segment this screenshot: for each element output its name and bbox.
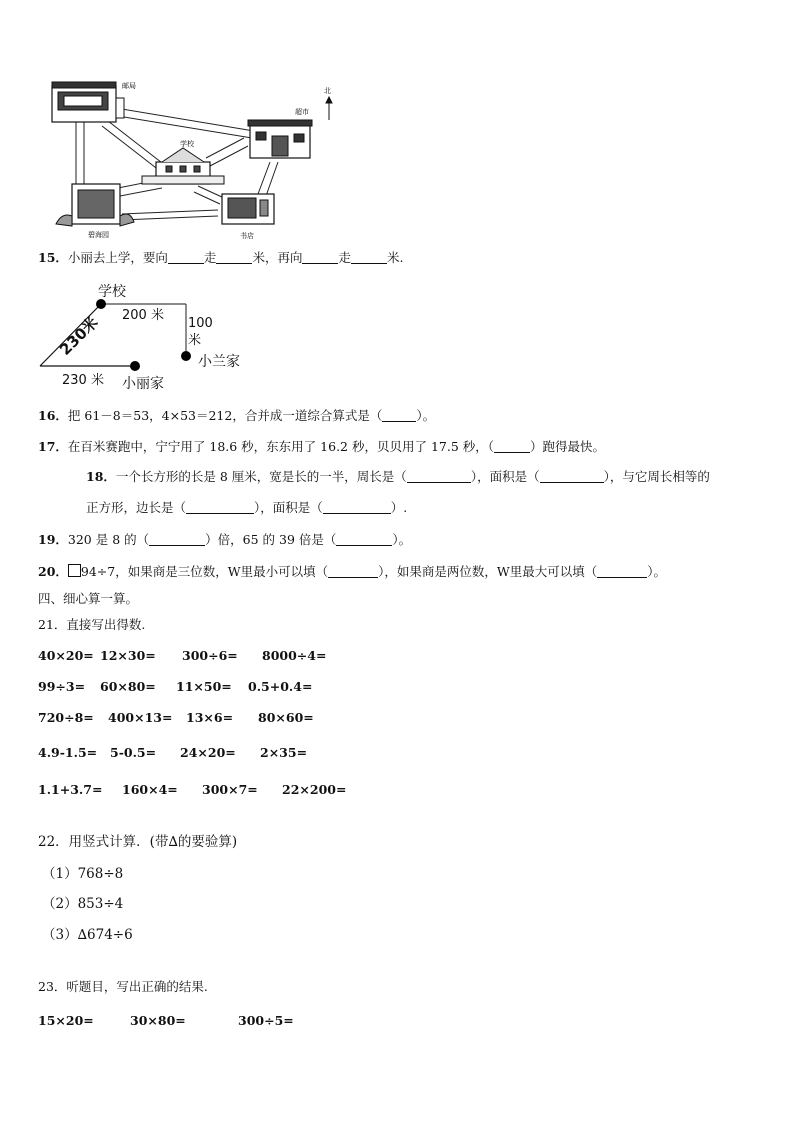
answer-blank[interactable] bbox=[149, 533, 205, 546]
q15-text-5: 米. bbox=[386, 250, 404, 265]
question-18 bbox=[86, 469, 710, 485]
q18-text: 一个长方形的长是 8 厘米，宽是长的一半，周长是（ bbox=[115, 469, 407, 484]
q16-text-end: ）。 bbox=[416, 408, 436, 423]
question-23-title: 23．听题目，写出正确的结果. bbox=[38, 979, 208, 994]
expression: 40×20= bbox=[38, 648, 94, 663]
answer-blank[interactable] bbox=[328, 565, 378, 578]
expression: 2×35= bbox=[260, 745, 308, 760]
answer-blank[interactable] bbox=[323, 501, 391, 514]
post-office-building bbox=[52, 82, 124, 122]
vertical-calc-item: （1）768÷8 bbox=[42, 866, 124, 882]
expression: 300×7= bbox=[202, 782, 258, 797]
expression: 13×6= bbox=[186, 710, 234, 725]
bookstore-label: 书店 bbox=[240, 232, 254, 240]
question-17 bbox=[38, 439, 605, 455]
q16-text: 把 61－8＝53，4×53＝212，合并成一道综合算式是（ bbox=[67, 408, 383, 423]
answer-blank[interactable] bbox=[351, 251, 387, 264]
question-number: 20． bbox=[38, 564, 68, 579]
expression: 11×50= bbox=[176, 679, 232, 694]
mental-math-row bbox=[38, 782, 346, 797]
q18-text: 正方形，边长是（ bbox=[86, 500, 187, 515]
question-number: 16． bbox=[38, 408, 68, 423]
answer-blank[interactable] bbox=[336, 533, 392, 546]
answer-blank[interactable] bbox=[407, 470, 471, 483]
distance-label: 230 米 bbox=[62, 373, 104, 388]
park-building bbox=[56, 184, 134, 226]
expression: 300÷6= bbox=[182, 648, 238, 663]
answer-blank[interactable] bbox=[494, 440, 530, 453]
mental-math-row bbox=[38, 679, 312, 694]
xiaolan-home-point bbox=[181, 351, 191, 361]
north-arrow-icon bbox=[326, 97, 332, 120]
expression: 30×80= bbox=[130, 1013, 186, 1028]
expression: 160×4= bbox=[122, 782, 178, 797]
expression: 80×60= bbox=[258, 710, 314, 725]
question-19 bbox=[38, 532, 411, 548]
expression: 1.1+3.7= bbox=[38, 782, 103, 797]
expression: 99÷3= bbox=[38, 679, 86, 694]
q15-text-2: 走 bbox=[203, 250, 217, 265]
mental-math-row bbox=[38, 745, 307, 760]
q19-text: 320 是 8 的（ bbox=[67, 532, 150, 547]
supermarket-label: 超市 bbox=[295, 108, 309, 116]
expression: 400×13= bbox=[108, 710, 173, 725]
q18-text: ），面积是（ bbox=[254, 500, 323, 515]
q20-text: 94÷7，如果商是三位数，W里最小可以填（ bbox=[80, 564, 329, 579]
xiaoli-home-label: 小丽家 bbox=[122, 376, 164, 392]
q18-text: ）. bbox=[390, 500, 408, 515]
answer-blank[interactable] bbox=[382, 409, 416, 422]
q15-text-4: 走 bbox=[338, 250, 351, 265]
distance-label: 200 米 bbox=[122, 308, 164, 323]
question-number: 17． bbox=[38, 439, 68, 454]
question-20 bbox=[38, 564, 666, 580]
q19-text: ）。 bbox=[392, 532, 412, 547]
listening-row bbox=[38, 1013, 294, 1028]
expression: 0.5+0.4= bbox=[248, 679, 313, 694]
expression: 24×20= bbox=[180, 745, 236, 760]
school-point bbox=[96, 299, 106, 309]
distance-label: 100 bbox=[188, 316, 213, 331]
question-21-title: 21．直接写出得数. bbox=[38, 617, 146, 632]
question-22-title: 22．用竖式计算．(带∆的要验算) bbox=[38, 834, 238, 850]
expression: 5-0.5= bbox=[110, 745, 157, 760]
expression: 8000÷4= bbox=[262, 648, 327, 663]
mental-math-row bbox=[38, 648, 326, 663]
xiaolan-home-label: 小兰家 bbox=[198, 354, 240, 370]
expression: 12×30= bbox=[100, 648, 156, 663]
bookstore-building bbox=[222, 194, 274, 224]
answer-blank[interactable] bbox=[186, 501, 254, 514]
xiaoli-home-point bbox=[130, 361, 140, 371]
answer-blank[interactable] bbox=[168, 251, 204, 264]
section-heading: 四、细心算一算。 bbox=[38, 591, 139, 606]
expression: 60×80= bbox=[100, 679, 156, 694]
expression: 4.9-1.5= bbox=[38, 745, 98, 760]
school-label: 学校 bbox=[98, 284, 126, 300]
park-label: 碧海园 bbox=[88, 231, 109, 239]
q20-text: ），如果商是两位数，W里最大可以填（ bbox=[378, 564, 598, 579]
answer-blank[interactable] bbox=[302, 251, 338, 264]
mental-math-row bbox=[38, 710, 314, 725]
q18-text: ），与它周长相等的 bbox=[603, 469, 710, 484]
north-label: 北 bbox=[324, 87, 331, 95]
expression: 15×20= bbox=[38, 1013, 94, 1028]
route-diagram bbox=[36, 278, 256, 394]
q18-text: ），面积是（ bbox=[470, 469, 540, 484]
question-16 bbox=[38, 408, 435, 424]
q17-text: 在百米赛跑中，宁宁用了 18.6 秒，东东用了 16.2 秒，贝贝用了 17.5 秒，（ bbox=[67, 439, 494, 454]
supermarket-building bbox=[248, 120, 312, 158]
answer-blank[interactable] bbox=[597, 565, 647, 578]
q15-text-3: 米，再向 bbox=[252, 250, 303, 265]
answer-blank[interactable] bbox=[216, 251, 252, 264]
question-number: 15． bbox=[38, 250, 68, 265]
post-office-label: 邮局 bbox=[122, 82, 136, 90]
q19-text: ）倍，65 的 39 倍是（ bbox=[205, 532, 337, 547]
question-18-line-2 bbox=[86, 500, 407, 516]
expression: 22×200= bbox=[282, 782, 347, 797]
q20-text: ）。 bbox=[647, 564, 666, 579]
vertical-calc-item: （2）853÷4 bbox=[42, 896, 124, 912]
question-number: 18． bbox=[86, 469, 116, 484]
expression: 300÷5= bbox=[238, 1013, 294, 1028]
answer-blank[interactable] bbox=[540, 470, 604, 483]
q17-text-end: ）跑得最快。 bbox=[530, 439, 606, 454]
question-15 bbox=[38, 250, 403, 266]
expression: 720÷8= bbox=[38, 710, 94, 725]
distance-label: 230米 bbox=[56, 313, 102, 359]
school-label: 学校 bbox=[180, 140, 194, 148]
question-number: 19． bbox=[38, 532, 68, 547]
vertical-calc-item: （3）∆674÷6 bbox=[42, 927, 133, 943]
map-figure bbox=[38, 76, 338, 242]
blank-square-icon bbox=[68, 564, 81, 577]
q15-text-1: 小丽去上学，要向 bbox=[67, 250, 168, 265]
distance-label: 米 bbox=[188, 333, 202, 348]
